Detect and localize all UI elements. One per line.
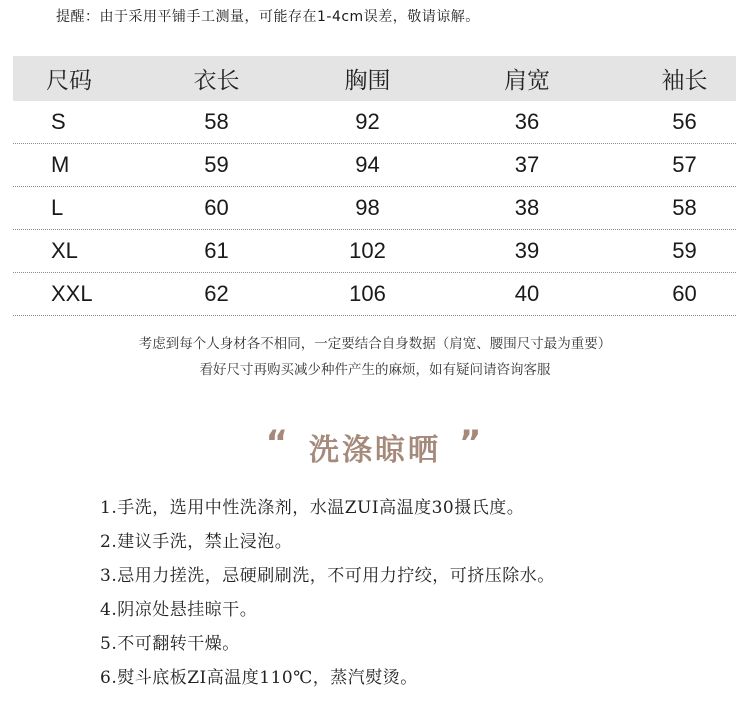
table-row — [13, 230, 736, 273]
list-item: 6.熨斗底板ZI高温度110℃，蒸汽熨烫。 — [100, 668, 418, 688]
cell-length: 59 — [204, 152, 229, 177]
cell-sleeve: 58 — [672, 195, 697, 220]
cell-shoulder: 36 — [514, 109, 540, 134]
cell-sleeve: 59 — [672, 238, 697, 263]
table-row — [13, 273, 736, 316]
cell-chest: 102 — [349, 238, 386, 263]
list-item: 5.不可翻转干燥。 — [100, 634, 240, 654]
close-quote: ” — [459, 423, 485, 463]
header-sleeve: 袖长 — [661, 68, 708, 94]
table-header — [13, 56, 736, 101]
cell-size: L — [51, 195, 64, 220]
cell-sleeve: 56 — [672, 109, 697, 134]
measurement-notice: 提醒：由于采用平铺手工测量，可能存在1-4cm误差，敬请谅解。 — [56, 9, 480, 25]
header-shoulder: 肩宽 — [504, 68, 550, 94]
wash-section-title — [0, 425, 750, 469]
header-size: 尺码 — [46, 68, 92, 94]
list-item: 2.建议手洗，禁止浸泡。 — [100, 532, 293, 552]
cell-length: 61 — [204, 238, 229, 263]
cell-shoulder: 38 — [514, 195, 540, 220]
care-instructions-list — [100, 497, 555, 701]
table-row — [13, 187, 736, 230]
table-row — [13, 144, 736, 187]
cell-shoulder: 40 — [514, 281, 540, 306]
cell-chest: 94 — [355, 152, 380, 177]
cell-size: XXL — [51, 281, 93, 306]
cell-chest: 92 — [355, 109, 380, 134]
cell-shoulder: 39 — [514, 238, 540, 263]
size-table — [13, 56, 736, 316]
open-quote: “ — [265, 423, 291, 463]
header-chest: 胸围 — [344, 68, 391, 94]
cell-size: M — [51, 152, 70, 177]
cell-chest: 106 — [349, 281, 386, 306]
cell-chest: 98 — [355, 195, 380, 220]
size-hint: 看好尺寸再购买减少种件产生的麻烦，如有疑问请咨询客服 — [199, 362, 551, 378]
cell-length: 58 — [204, 109, 229, 134]
cell-size: S — [51, 109, 66, 134]
cell-length: 60 — [204, 195, 229, 220]
list-item: 3.忌用力搓洗，忌硬刷刷洗，不可用力拧绞，可挤压除水。 — [100, 566, 555, 586]
cell-shoulder: 37 — [514, 152, 540, 177]
size-hint: 考虑到每个人身材各不相同，一定要结合自身数据（肩宽、腰围尺寸最为重要） — [138, 336, 612, 352]
list-item: 4.阴凉处悬挂晾干。 — [100, 600, 258, 620]
wash-title-text: 洗涤晾晒 — [309, 433, 441, 468]
header-length: 衣长 — [193, 68, 240, 94]
cell-length: 62 — [204, 281, 229, 306]
cell-sleeve: 60 — [672, 281, 697, 306]
list-item: 1.手洗，选用中性洗涤剂，水温ZUI高温度30摄氏度。 — [100, 498, 525, 518]
cell-size: XL — [51, 238, 78, 263]
table-row — [13, 101, 736, 144]
cell-sleeve: 57 — [672, 152, 697, 177]
